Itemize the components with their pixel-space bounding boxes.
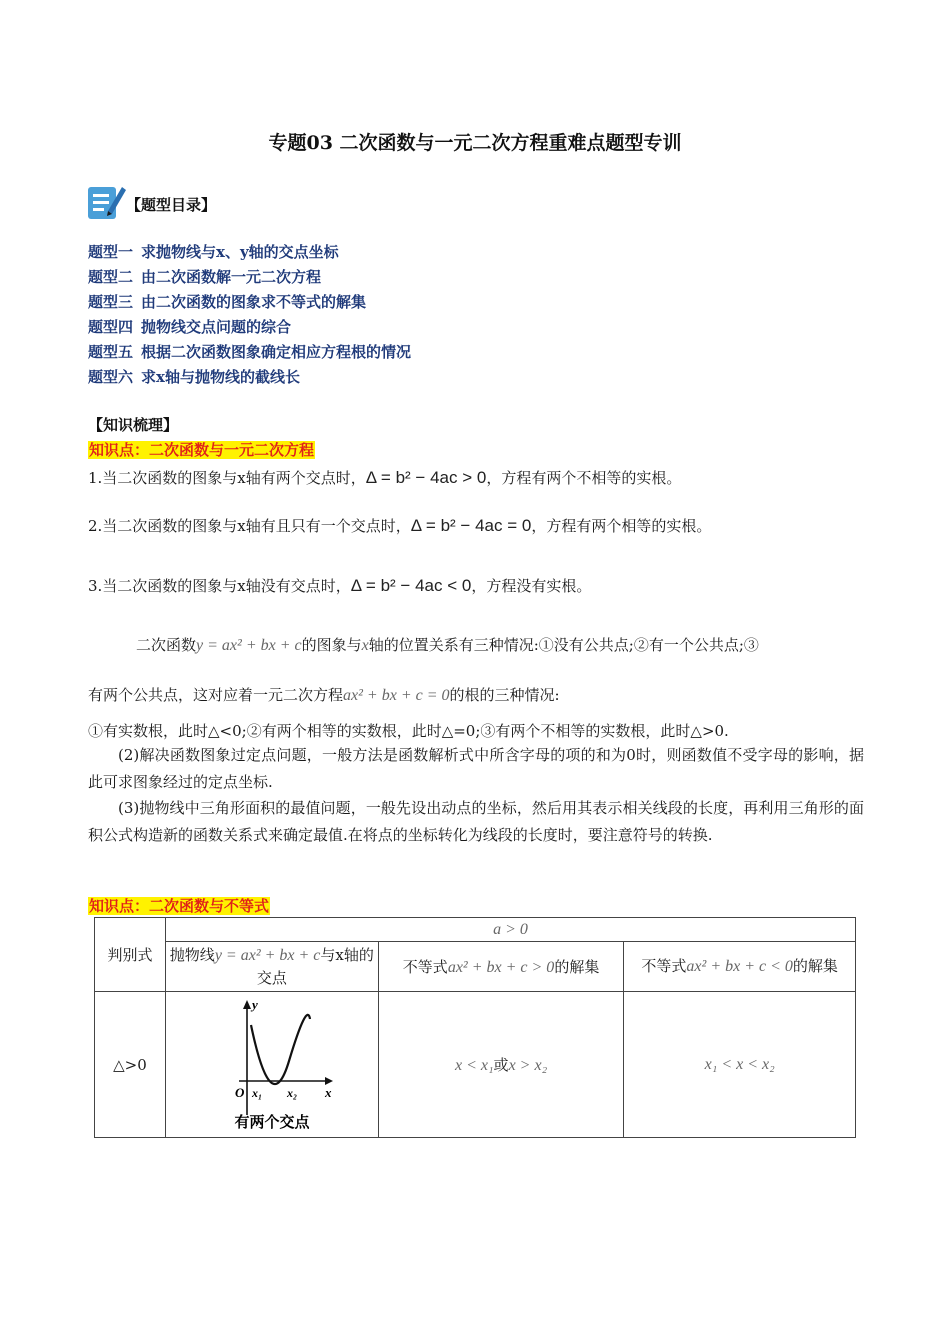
parabola-graph	[207, 995, 337, 1135]
header-less-solution: 不等式ax² + bx + c < 0的解集	[624, 942, 856, 992]
toc-heading: 【题型目录】	[126, 196, 217, 214]
inequality-table	[94, 917, 856, 1138]
header-greater-solution: 不等式ax² + bx + c > 0的解集	[378, 942, 624, 992]
discriminant-formula: Δ = b² − 4ac > 0	[365, 468, 487, 487]
paragraph-relation: 二次函数y = ax² + bx + c的图象与x轴的位置关系有三种情况:①没有公共点;②有一个公共点;③	[136, 636, 759, 654]
row-greater-solution: x < x₁或x > x₂	[378, 992, 624, 1138]
y-axis-arrow	[243, 1000, 251, 1009]
root-x2-label: x₂	[286, 1085, 298, 1100]
y-axis-label: y	[251, 996, 258, 1012]
rule-line-1: 1.当二次函数的图象与x轴有两个交点时，Δ = b² − 4ac > 0，方程有两个不相等的实根。	[88, 468, 682, 487]
row-less-solution: x₁ < x < x₂	[624, 992, 856, 1138]
edit-note-icon	[86, 181, 128, 221]
header-intersection: 抛物线y = ax² + bx + c与x轴的交点	[165, 942, 378, 992]
page-title: 专题03 二次函数与一元二次方程重难点题型专训	[268, 132, 682, 154]
header-a-positive: a > 0	[165, 918, 855, 942]
toc-item[interactable]: 题型五 根据二次函数图象确定相应方程根的情况	[88, 343, 412, 361]
toc-item[interactable]: 题型六 求x轴与抛物线的截线长	[88, 368, 300, 386]
toc-item[interactable]: 题型一 求抛物线与x、y轴的交点坐标	[88, 243, 339, 261]
discriminant-formula: Δ = b² − 4ac = 0	[410, 516, 532, 535]
x-axis-arrow	[325, 1077, 333, 1085]
knowledge-point-title: 知识点：二次函数与一元二次方程	[89, 441, 315, 459]
row-graph	[165, 992, 378, 1138]
paragraph-area-max: (3)抛物线中三角形面积的最值问题，一般先设出动点的坐标，然后用其表示相关线段的长度，再利用三角形的面积公式构造新的函数关系式来确定最值.在将点的坐标转化为线段的长度时，要注意符号的转换.	[88, 799, 864, 844]
paragraph-relation-cont: 有两个公共点，这对应着一元二次方程ax² + bx + c = 0的根的三种情况:	[88, 686, 560, 704]
discriminant-formula: Δ = b² − 4ac < 0	[350, 576, 472, 595]
graph-caption: 有两个交点	[234, 1112, 310, 1131]
toc-item[interactable]: 题型二 由二次函数解一元二次方程	[88, 268, 322, 286]
knowledge-heading: 【知识梳理】	[88, 416, 179, 434]
paragraph-cases: ①有实数根，此时△<0;②有两个相等的实数根，此时△=0;③有两个不相等的实数根，此时△>0.	[88, 722, 729, 740]
knowledge-point-title: 知识点：二次函数与不等式	[89, 897, 270, 915]
root-x1-label: x₁	[251, 1085, 263, 1100]
origin-label: O	[234, 1084, 245, 1100]
header-discriminant: 判别式	[95, 918, 166, 992]
toc-item[interactable]: 题型四 抛物线交点问题的综合	[88, 318, 292, 336]
toc-item[interactable]: 题型三 由二次函数的图象求不等式的解集	[88, 293, 367, 311]
parabola-curve	[251, 1014, 310, 1083]
rule-line-3: 3.当二次函数的图象与x轴没有交点时，Δ = b² − 4ac < 0，方程没有实根。	[88, 576, 592, 595]
x-axis-label: x	[324, 1084, 332, 1100]
toc-list	[88, 240, 411, 390]
row-discriminant: △>0	[95, 992, 166, 1138]
rule-line-2: 2.当二次函数的图象与x轴有且只有一个交点时，Δ = b² − 4ac = 0，方程有两个相等的实根。	[88, 516, 712, 535]
paragraph-fixed-point: (2)解决函数图象过定点问题，一般方法是函数解析式中所含字母的项的和为0时，则函数值不受字母的影响，据此可求图象经过的定点坐标.	[88, 746, 864, 791]
